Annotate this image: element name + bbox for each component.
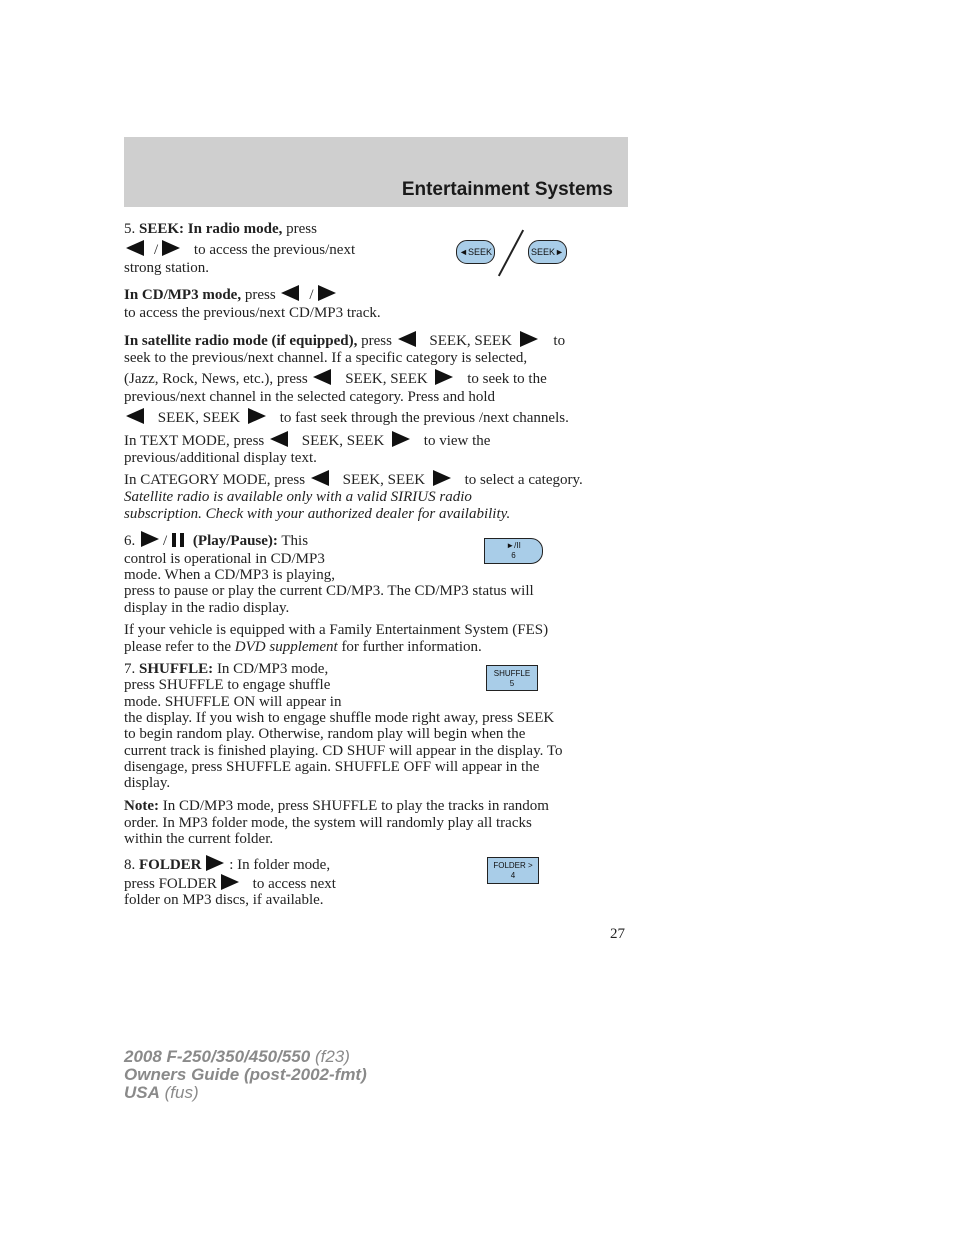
item-number: 7. — [124, 661, 136, 677]
seek-text: strong station. — [124, 260, 209, 276]
seek-left-arrow-icon — [398, 331, 416, 347]
seek-left-arrow-icon — [126, 240, 144, 256]
button-number: 6 — [511, 551, 516, 560]
text-mode-text: previous/additional display text. — [124, 450, 317, 466]
shuffle-label: SHUFFLE: — [139, 661, 214, 677]
play-text: mode. When a CD/MP3 is playing, — [124, 567, 335, 583]
note-label: Note: — [124, 798, 159, 814]
note-text: within the current folder. — [124, 831, 274, 847]
sat-text: (Jazz, Rock, News, etc.), press — [124, 371, 308, 387]
item-number: 5. — [124, 221, 136, 237]
sat-mode-label: In satellite radio mode (if equipped), — [124, 333, 358, 349]
sat-text: to — [553, 333, 566, 349]
seek-right-arrow-icon — [392, 431, 410, 447]
sat-text: SEEK, SEEK — [345, 371, 428, 387]
seek-right-arrow-icon — [435, 369, 453, 385]
shuffle-text: display. — [124, 775, 171, 791]
seek-right-arrow-icon — [520, 331, 538, 347]
slash-text: / — [309, 287, 314, 303]
footer-region: USA — [124, 1083, 160, 1102]
section-title: Entertainment Systems — [401, 179, 613, 200]
page-number: 27 — [610, 926, 625, 942]
button-label: SHUFFLE — [493, 669, 531, 678]
folder-text: folder on MP3 discs, if available. — [124, 892, 324, 908]
seek-right-arrow-icon — [433, 470, 451, 486]
dvd-supplement-ref: DVD supplement — [234, 639, 338, 655]
seek-heading — [124, 221, 317, 238]
sirius-note — [124, 506, 510, 523]
sat-text: to fast seek through the previous /next channels. — [279, 410, 569, 426]
note-text: order. In MP3 folder mode, the system will randomly play all tracks — [124, 815, 532, 831]
play-text: press to pause or play the current CD/MP3. The CD/MP3 status will — [124, 583, 534, 599]
sat-text: SEEK, SEEK — [157, 410, 241, 426]
seek-left-arrow-icon — [313, 369, 331, 385]
shuffle-text: the display. If you wish to engage shuffle mode right away, press SEEK — [124, 710, 555, 726]
folder-heading — [124, 855, 330, 874]
text-mode-text: to view the — [423, 433, 491, 449]
fes-line-2 — [124, 639, 482, 656]
cd-mode-line — [124, 285, 338, 304]
folder-label: FOLDER — [139, 857, 202, 873]
sat-text: SEEK, SEEK — [429, 333, 512, 349]
footer-region-code: (fus) — [164, 1083, 199, 1102]
folder-text: : In folder mode, — [229, 857, 331, 873]
sat-line-3 — [124, 369, 547, 388]
folder-text: to access next — [252, 876, 336, 892]
shuffle-text: press SHUFFLE to engage shuffle — [124, 677, 331, 693]
footer-model: 2008 F-250/350/450/550 — [124, 1047, 311, 1066]
category-text: to select a category. — [464, 472, 583, 488]
play-text: display in the radio display. — [124, 600, 290, 616]
sirius-note-line: Satellite radio is available only with a valid SIRIUS radio — [124, 489, 472, 505]
play-text: control is operational in CD/MP3 — [124, 551, 325, 567]
sat-text: to seek to the — [467, 371, 547, 387]
document-footer — [124, 1048, 367, 1102]
seek-line-2 — [124, 240, 355, 259]
sat-text: previous/next channel in the selected category. Press and hold — [124, 389, 495, 405]
footer-line-1 — [124, 1048, 367, 1066]
cd-text: press — [244, 287, 276, 303]
sat-text: seek to the previous/next channel. If a specific category is selected, — [124, 350, 528, 366]
seek-left-arrow-icon — [311, 470, 329, 486]
seek-text: press — [286, 221, 317, 237]
seek-right-arrow-icon — [248, 408, 266, 424]
folder-line-2 — [124, 874, 336, 893]
play-icon — [141, 531, 159, 547]
seek-left-arrow-icon — [270, 431, 288, 447]
folder-text: press FOLDER — [124, 876, 217, 892]
seek-left-arrow-icon — [126, 408, 144, 424]
folder-next-arrow-icon — [206, 855, 224, 871]
shuffle-note — [124, 798, 549, 815]
folder-next-arrow-icon — [221, 874, 239, 890]
button-label: FOLDER > — [493, 861, 533, 870]
pause-icon — [171, 533, 185, 547]
section-header — [124, 137, 628, 207]
shuffle-text: disengage, press SHUFFLE again. SHUFFLE OFF will appear in the — [124, 759, 540, 775]
sat-line-5 — [124, 408, 569, 427]
play-pause-label: (Play/Pause): — [192, 533, 278, 549]
shuffle-text: to begin random play. Otherwise, random play will begin when the — [124, 726, 526, 742]
text-mode-text: In TEXT MODE, press — [124, 433, 265, 449]
seek-right-arrow-icon — [318, 285, 336, 301]
text-mode-line — [124, 431, 490, 450]
shuffle-text: mode. SHUFFLE ON will appear in — [124, 694, 342, 710]
shuffle-text: In CD/MP3 mode, — [216, 661, 329, 677]
sirius-note — [124, 489, 472, 506]
button-label: ►/II — [506, 541, 521, 550]
slash-text: / — [163, 533, 168, 549]
fes-text: please refer to the — [124, 639, 232, 655]
category-text: In CATEGORY MODE, press — [124, 472, 306, 488]
text-mode-text: SEEK, SEEK — [301, 433, 385, 449]
shuffle-button — [486, 665, 538, 691]
seek-label: SEEK: In radio mode, — [139, 221, 283, 237]
seek-text: to access the previous/next — [193, 242, 356, 258]
category-mode-line — [124, 470, 583, 489]
slash-text: / — [154, 242, 159, 258]
cd-mode-label: In CD/MP3 mode, — [124, 287, 242, 303]
fes-text: for further information. — [341, 639, 482, 655]
cd-text: to access the previous/next CD/MP3 track. — [124, 305, 381, 321]
button-number: 4 — [510, 871, 516, 880]
play-heading — [124, 531, 308, 550]
sat-text: press — [361, 333, 392, 349]
folder-button — [487, 857, 539, 884]
button-number: 5 — [509, 679, 515, 688]
sirius-note-line: subscription. Check with your authorized dealer for availability. — [124, 506, 511, 522]
item-number: 8. — [124, 857, 136, 873]
category-text: SEEK, SEEK — [342, 472, 426, 488]
fes-text: If your vehicle is equipped with a Family Entertainment System (FES) — [124, 622, 549, 638]
footer-line-3 — [124, 1084, 367, 1102]
seek-right-button: SEEK► — [528, 240, 567, 264]
seek-left-button: ◄SEEK — [456, 240, 495, 264]
play-text: This — [281, 533, 309, 549]
footer-line-2 — [124, 1066, 367, 1084]
sat-line-1 — [124, 331, 565, 350]
seek-right-arrow-icon — [162, 240, 180, 256]
play-pause-button — [484, 538, 543, 564]
shuffle-heading — [124, 661, 328, 678]
footer-guide: Owners Guide (post-2002-fmt) — [124, 1065, 367, 1084]
shuffle-text: current track is finished playing. CD SHUF will appear in the display. To — [124, 743, 563, 759]
footer-code: (f23) — [314, 1047, 350, 1066]
seek-left-arrow-icon — [281, 285, 299, 301]
note-text: In CD/MP3 mode, press SHUFFLE to play the tracks in random — [162, 798, 549, 814]
divider-slash — [498, 230, 524, 277]
item-number: 6. — [124, 533, 136, 549]
